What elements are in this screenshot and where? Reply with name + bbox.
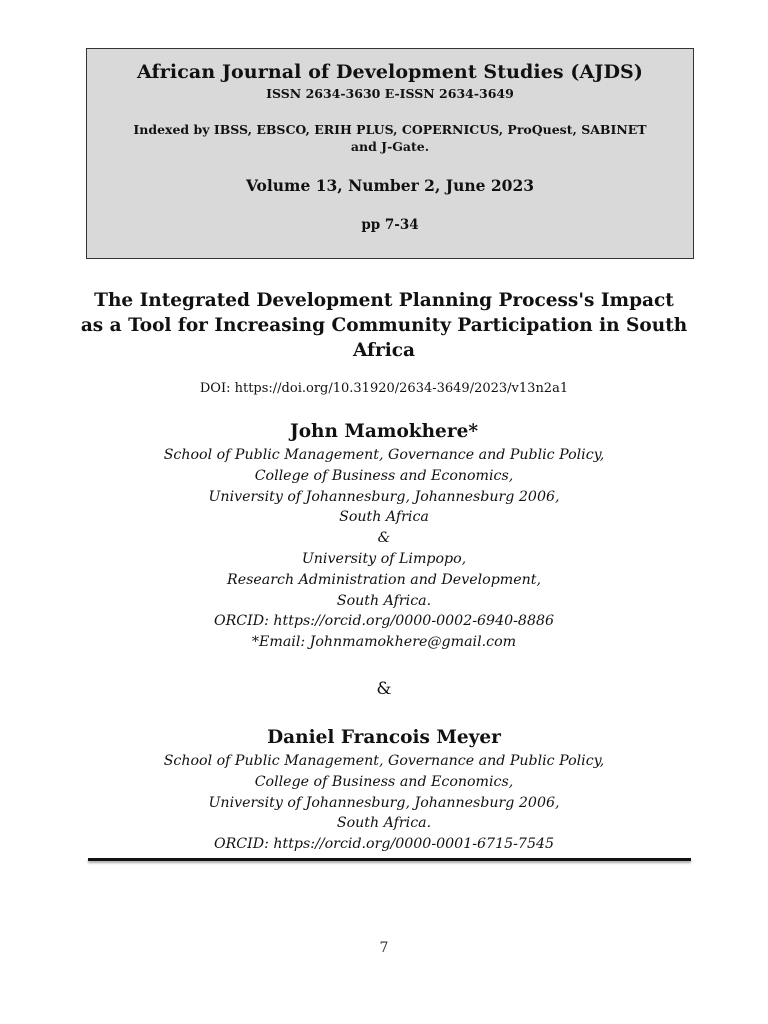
author-affiliation-2	[0, 751, 768, 855]
author-name-2: Daniel Francois Meyer	[267, 727, 501, 748]
author-separator: &	[376, 679, 392, 699]
author-affiliation-1	[0, 445, 768, 653]
orcid-line: ORCID: https://orcid.org/0000-0002-6940-8886	[213, 613, 555, 630]
page-number: 7	[379, 940, 389, 956]
affiliation-line: Research Administration and Development,	[227, 571, 541, 588]
affiliation-line: School of Public Management, Governance and Public Policy,	[163, 753, 605, 769]
orcid-line: ORCID: https://orcid.org/0000-0001-6715-7545	[213, 836, 555, 853]
affiliation-line: School of Public Management, Governance and Public Policy,	[163, 447, 605, 463]
journal-volume: Volume 13, Number 2, June 2023	[245, 176, 535, 195]
affiliation-line: South Africa.	[336, 592, 432, 609]
journal-title: African Journal of Development Studies (AJDS)	[137, 61, 643, 83]
affiliation-line: College of Business and Economics,	[254, 467, 514, 484]
journal-issn: ISSN 2634-3630 E-ISSN 2634-3649	[266, 86, 514, 101]
journal-indexing: Indexed by IBSS, EBSCO, ERIH PLUS, COPERNICUS, ProQuest, SABINET and J-Gate.	[133, 122, 647, 154]
email-line: *Email: Johnmamokhere@gmail.com	[251, 634, 517, 651]
journal-pages: pp 7-34	[361, 217, 419, 233]
article-title: The Integrated Development Planning Process's Impact as a Tool for Increasing Community Participation in South Africa	[80, 290, 688, 361]
affiliation-line: South Africa.	[336, 815, 432, 832]
affiliation-line: University of Johannesburg, Johannesburg 2006,	[208, 794, 560, 811]
affiliation-line: South Africa	[339, 509, 429, 526]
affiliation-line: &	[377, 530, 391, 547]
affiliation-line: University of Johannesburg, Johannesburg 2006,	[208, 488, 560, 505]
affiliation-line: College of Business and Economics,	[254, 773, 514, 790]
article-doi: DOI: https://doi.org/10.31920/2634-3649/2023/v13n2a1	[199, 381, 569, 396]
author-name-1: John Mamokhere*	[289, 421, 479, 442]
journal-header-box	[86, 48, 694, 259]
section-divider	[88, 858, 691, 861]
affiliation-line: University of Limpopo,	[301, 550, 467, 567]
